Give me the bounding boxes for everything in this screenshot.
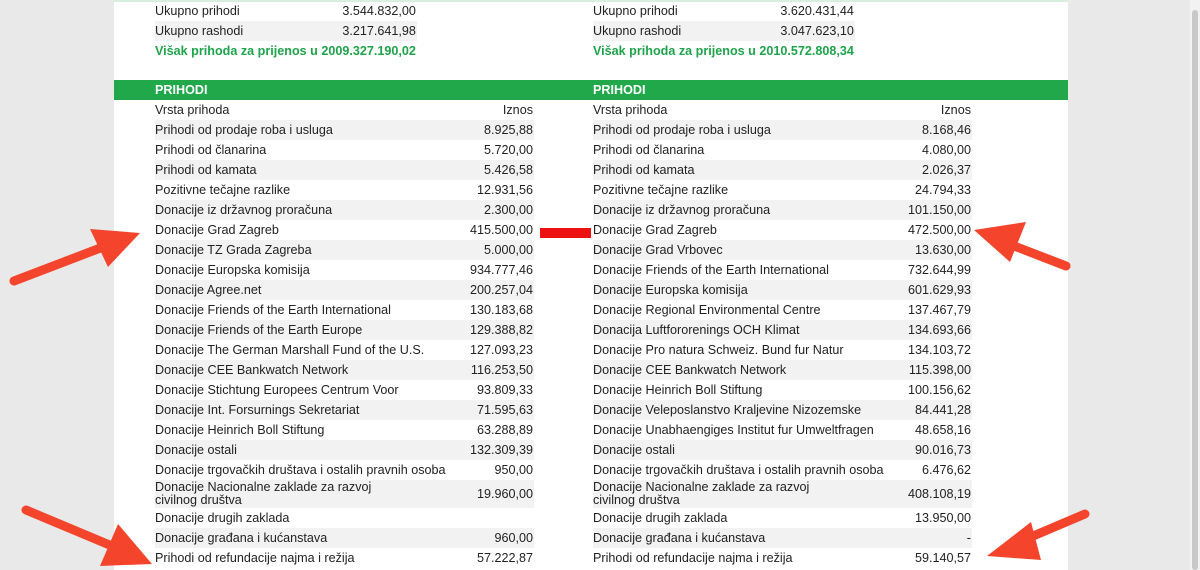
row-amount: 472.500,00 — [907, 223, 971, 237]
summary-value: 3.217.641,98 — [342, 24, 416, 38]
row-amount: 2.300,00 — [483, 203, 533, 217]
row-amount: 48.658,16 — [914, 423, 971, 437]
row-label: Pozitivne tečajne razlike — [593, 183, 729, 197]
summary-label: Ukupno prihodi — [155, 4, 240, 18]
table-row — [155, 420, 534, 440]
table-row — [593, 420, 972, 440]
row-amount: 934.777,46 — [469, 263, 533, 277]
table-row — [155, 280, 534, 300]
table-row — [155, 480, 534, 508]
table-row — [155, 200, 534, 220]
scrollbar-thumb[interactable] — [1192, 10, 1198, 570]
row-label: Donacije CEE Bankwatch Network — [155, 363, 349, 377]
row-amount: 12.931,56 — [476, 183, 533, 197]
table-row — [593, 528, 972, 548]
row-amount: 137.467,79 — [907, 303, 971, 317]
row-label: Prihodi od prodaje roba i usluga — [593, 123, 771, 137]
table-row — [593, 200, 972, 220]
row-amount: 8.168,46 — [921, 123, 971, 137]
table-row — [155, 120, 534, 140]
table-row — [155, 220, 534, 240]
row-label: Donacije Heinrich Boll Stiftung — [155, 423, 325, 437]
row-amount: 19.960,00 — [476, 486, 533, 501]
table-row — [593, 508, 972, 528]
row-label: Prihodi od kamata — [593, 163, 695, 177]
row-label: Prihodi od članarina — [155, 143, 267, 157]
row-label: Donacije CEE Bankwatch Network — [593, 363, 787, 377]
row-label: Donacije TZ Grada Zagreba — [155, 243, 312, 257]
row-label: Donacije Pro natura Schweiz. Bund fur Natur — [593, 343, 844, 357]
row-label: Donacije trgovačkih društava i ostalih pravnih osoba — [593, 463, 884, 477]
table-row — [593, 300, 972, 320]
row-label: Prihodi od kamata — [155, 163, 257, 177]
row-amount: 13.950,00 — [914, 511, 971, 525]
row-label: Donacije drugih zaklada — [155, 511, 290, 525]
row-label: Donacije Agree.net — [155, 283, 262, 297]
row-label: Donacije Int. Forsurnings Sekretariat — [155, 403, 360, 417]
row-label: Donacije ostali — [155, 443, 237, 457]
summary-row — [593, 21, 855, 41]
table-row — [155, 240, 534, 260]
summary-label: Ukupno rashodi — [155, 24, 244, 38]
row-label: Donacije iz državnog proračuna — [155, 203, 333, 217]
row-amount: 57.222,87 — [476, 551, 533, 565]
row-label: Donacije Heinrich Boll Stiftung — [593, 383, 763, 397]
row-amount: 71.595,63 — [476, 403, 533, 417]
summary-value: 3.047.623,10 — [780, 24, 854, 38]
table-row — [593, 480, 972, 508]
table-row — [593, 280, 972, 300]
row-amount: 84.441,28 — [914, 403, 971, 417]
row-amount: 116.253,50 — [470, 363, 533, 377]
row-label: Donacije građana i kućanstava — [155, 531, 328, 545]
red-connector-mark — [540, 228, 591, 238]
row-label: Donacije ostali — [593, 443, 675, 457]
row-label: Prihodi od refundacije najma i režija — [593, 551, 793, 565]
summary-value: 327.190,02 — [352, 44, 416, 58]
row-amount: 960,00 — [494, 531, 533, 545]
summary-label: Višak prihoda za prijenos u 2009. — [155, 44, 353, 58]
table-row — [155, 400, 534, 420]
section-title: PRIHODI — [155, 83, 208, 97]
summary-value: 3.620.431,44 — [780, 4, 854, 18]
row-amount: 132.309,39 — [469, 443, 533, 457]
table-row — [155, 508, 534, 528]
row-label: Donacije Europska komisija — [593, 283, 748, 297]
row-label: Donacije Grad Vrbovec — [593, 243, 723, 257]
arrow-icon — [20, 500, 155, 570]
table-row — [155, 180, 534, 200]
table-row — [593, 400, 972, 420]
row-amount: 732.644,99 — [907, 263, 971, 277]
row-amount: 134.103,72 — [907, 343, 971, 357]
row-amount: 5.000,00 — [483, 243, 533, 257]
row-label: Prihodi od refundacije najma i režija — [155, 551, 355, 565]
table-header-row — [155, 100, 534, 120]
left-income-table — [155, 80, 534, 568]
row-label: Donacija Luftfororenings OCH Klimat — [593, 323, 800, 337]
row-label: Donacije Nacionalne zaklade za razvoj civilnog društva — [155, 480, 372, 507]
table-row — [593, 320, 972, 340]
row-label: Vrsta prihoda — [155, 103, 230, 117]
arrow-icon — [985, 508, 1090, 564]
row-amount: 101.150,00 — [907, 203, 971, 217]
row-amount: 134.693,66 — [907, 323, 971, 337]
row-amount: 130.183,68 — [469, 303, 533, 317]
row-label: Donacije drugih zaklada — [593, 511, 728, 525]
row-label: Prihodi od prodaje roba i usluga — [155, 123, 333, 137]
summary-row-surplus — [155, 41, 417, 61]
table-row — [155, 320, 534, 340]
summary-row — [593, 1, 855, 21]
row-amount: 5.426,58 — [483, 163, 533, 177]
table-row — [593, 440, 972, 460]
table-header-row — [593, 100, 972, 120]
table-row — [593, 460, 972, 480]
summary-label: Višak prihoda za prijenos u 2010. — [593, 44, 791, 58]
row-amount: 90.016,73 — [914, 443, 971, 457]
row-amount: 115.398,00 — [908, 363, 971, 377]
table-row — [593, 180, 972, 200]
summary-value: 3.544.832,00 — [342, 4, 416, 18]
table-row — [155, 160, 534, 180]
table-row — [155, 528, 534, 548]
table-row — [155, 340, 534, 360]
right-summary — [593, 1, 855, 61]
table-row — [593, 220, 972, 240]
summary-value: 572.808,34 — [790, 44, 854, 58]
row-amount: 200.257,04 — [469, 283, 533, 297]
row-amount: 2.026,37 — [921, 163, 971, 177]
row-amount: 93.809,33 — [476, 383, 533, 397]
row-label: Donacije Grad Zagreb — [593, 223, 717, 237]
row-label: Donacije Veleposlanstvo Kraljevine Nizozemske — [593, 403, 862, 417]
row-label: Donacije građana i kućanstava — [593, 531, 766, 545]
table-row — [593, 140, 972, 160]
row-amount: 8.925,88 — [483, 123, 533, 137]
row-label: Vrsta prihoda — [593, 103, 668, 117]
row-amount: 24.794,33 — [914, 183, 971, 197]
summary-label: Ukupno rashodi — [593, 24, 682, 38]
table-row — [593, 548, 972, 568]
table-row — [155, 440, 534, 460]
table-row — [593, 360, 972, 380]
row-amount: 950,00 — [494, 463, 533, 477]
row-label: Donacije Friends of the Earth International — [593, 263, 829, 277]
row-amount: 4.080,00 — [921, 143, 971, 157]
arrow-icon — [8, 225, 143, 290]
section-title: PRIHODI — [593, 83, 646, 97]
table-row — [593, 120, 972, 140]
row-label: Donacije Regional Environmental Centre — [593, 303, 821, 317]
row-amount: 408.108,19 — [907, 486, 971, 501]
table-row — [593, 340, 972, 360]
row-label: Donacije Europska komisija — [155, 263, 310, 277]
row-amount: 13.630,00 — [914, 243, 971, 257]
left-summary — [155, 1, 417, 61]
table-row — [593, 240, 972, 260]
table-row — [155, 140, 534, 160]
row-amount: 127.093,23 — [469, 343, 533, 357]
summary-row-surplus — [593, 41, 855, 61]
row-amount: Iznos — [502, 103, 533, 117]
table-row — [593, 160, 972, 180]
table-row — [155, 260, 534, 280]
row-amount: - — [966, 531, 971, 545]
table-row — [593, 380, 972, 400]
row-label: Donacije trgovačkih društava i ostalih pravnih osoba — [155, 463, 446, 477]
right-income-table — [593, 80, 972, 568]
arrow-icon — [972, 218, 1072, 276]
row-amount: 6.476,62 — [921, 463, 971, 477]
row-label: Donacije Friends of the Earth Europe — [155, 323, 363, 337]
summary-row — [155, 21, 417, 41]
row-label: Donacije Unabhaengiges Institut fur Umweltfragen — [593, 423, 874, 437]
row-label: Donacije Friends of the Earth International — [155, 303, 391, 317]
table-row — [155, 380, 534, 400]
row-amount: 59.140,57 — [914, 551, 971, 565]
vertical-scrollbar[interactable] — [1190, 0, 1200, 570]
table-row — [155, 360, 534, 380]
row-label: Prihodi od članarina — [593, 143, 705, 157]
summary-row — [155, 1, 417, 21]
row-amount: 63.288,89 — [476, 423, 533, 437]
row-label: Pozitivne tečajne razlike — [155, 183, 291, 197]
row-amount: 129.388,82 — [469, 323, 533, 337]
row-label: Donacije Stichtung Europees Centrum Voor — [155, 383, 399, 397]
row-amount: Iznos — [940, 103, 971, 117]
table-row — [155, 300, 534, 320]
row-label: Donacije The German Marshall Fund of the U.S. — [155, 343, 425, 357]
row-label: Donacije Nacionalne zaklade za razvoj civilnog društva — [593, 480, 810, 507]
row-label: Donacije iz državnog proračuna — [593, 203, 771, 217]
row-amount: 5.720,00 — [483, 143, 533, 157]
row-amount: 415.500,00 — [469, 223, 533, 237]
row-label: Donacije Grad Zagreb — [155, 223, 279, 237]
table-row — [155, 548, 534, 568]
table-row — [593, 260, 972, 280]
table-row — [155, 460, 534, 480]
row-amount: 601.629,93 — [907, 283, 971, 297]
summary-label: Ukupno prihodi — [593, 4, 678, 18]
row-amount: 100.156,62 — [907, 383, 971, 397]
